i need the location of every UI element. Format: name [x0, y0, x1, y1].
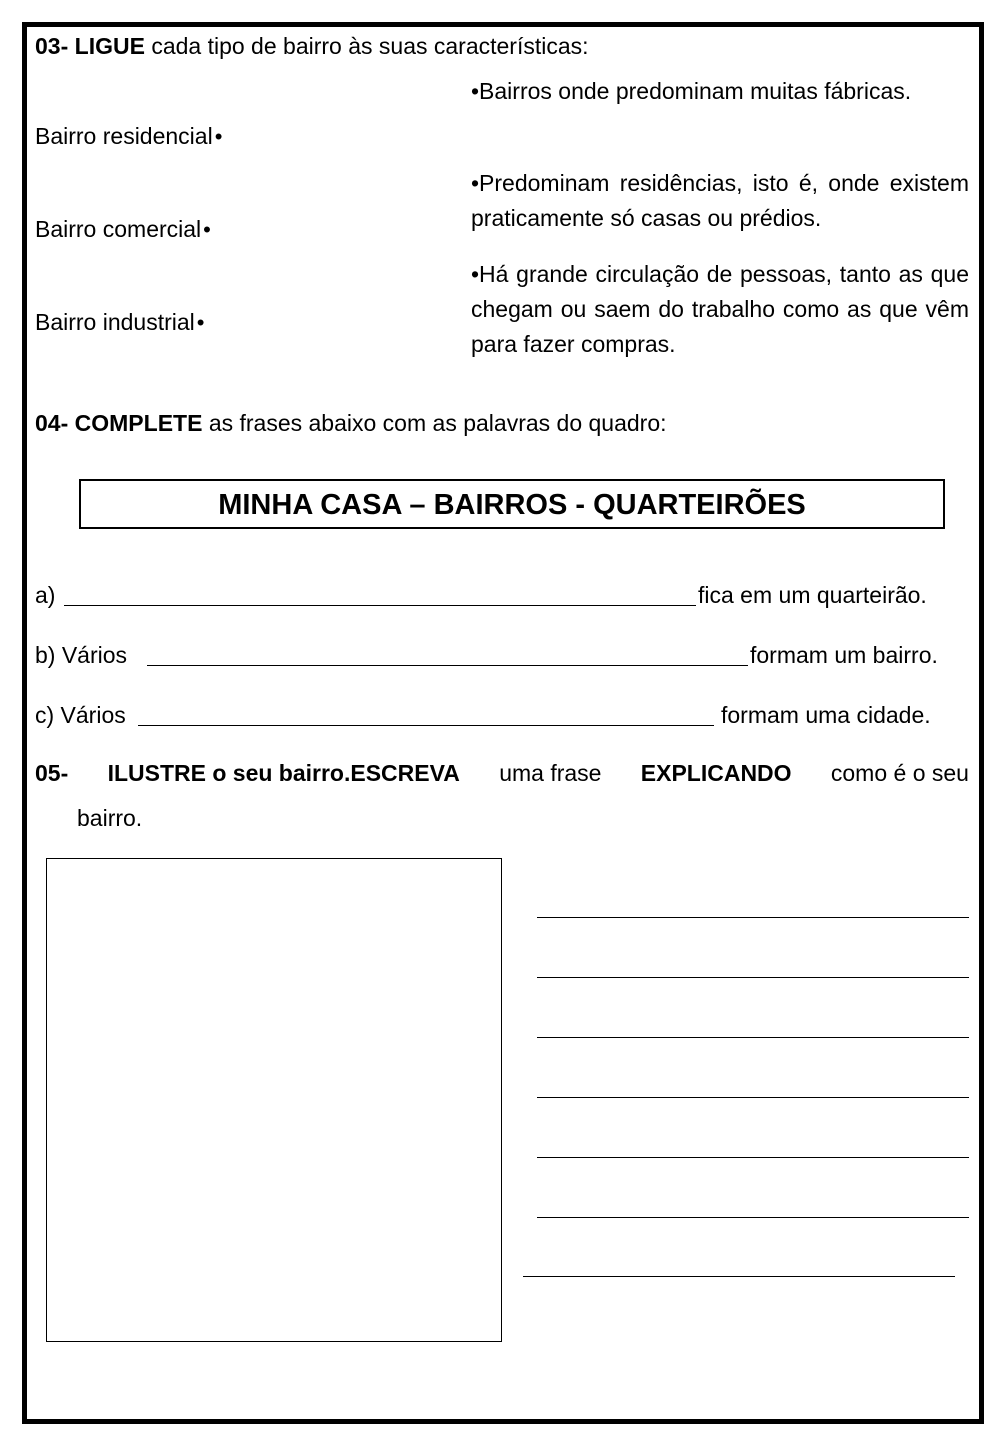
writing-line[interactable]	[537, 977, 969, 978]
q03-left-item[interactable]: Bairro industrial •	[35, 309, 205, 337]
q04-number: 04-	[35, 410, 69, 436]
q03-number: 03-	[35, 33, 69, 59]
q04-verb: COMPLETE	[74, 410, 203, 436]
writing-line[interactable]	[523, 1276, 955, 1277]
sentence-b-prefix: b) Vários	[35, 642, 128, 668]
q04-instruction: as frases abaixo com as palavras do quadro:	[208, 410, 667, 436]
q03-heading	[35, 33, 589, 61]
sentence-c-suffix: formam uma cidade.	[721, 702, 931, 728]
q03-right-item[interactable]: •Há grande circulação de pessoas, tanto as que chegam ou saem do trabalho como as que vêm para fazer compras.	[471, 261, 969, 357]
q05-verb-explain: EXPLICANDO	[640, 760, 792, 786]
q03-right-item[interactable]: •Predominam residências, isto é, onde existem praticamente só casas ou prédios.	[471, 170, 969, 231]
q03-left-item[interactable]: Bairro comercial •	[35, 216, 211, 244]
q04-heading	[35, 410, 667, 438]
sentence-a-blank[interactable]	[64, 605, 696, 606]
sentence-c-prefix: c) Vários	[35, 702, 126, 728]
q05-text-tail: como é o seu	[830, 760, 969, 786]
sentence-c-blank[interactable]	[138, 725, 714, 726]
q05-heading	[35, 760, 969, 788]
q05-number: 05-	[35, 760, 69, 786]
sentence-b-blank[interactable]	[147, 665, 748, 666]
q03-right-item[interactable]: •Bairros onde predominam muitas fábricas.	[471, 78, 912, 104]
writing-line[interactable]	[537, 1037, 969, 1038]
sentence-a-prefix: a)	[35, 582, 56, 608]
q05-text-mid: uma frase	[499, 760, 602, 786]
sentence-a-suffix: fica em um quarteirão.	[698, 582, 927, 608]
q05-line2: bairro.	[77, 805, 143, 831]
writing-line[interactable]	[537, 1217, 969, 1218]
writing-line[interactable]	[537, 917, 969, 918]
word-bank-box: MINHA CASA – BAIRROS - QUARTEIRÕES	[79, 479, 945, 529]
writing-line[interactable]	[537, 1157, 969, 1158]
q05-verb-illustrate: ILUSTRE o seu bairro.ESCREVA	[107, 760, 460, 786]
q03-verb: LIGUE	[74, 33, 145, 59]
drawing-box[interactable]	[46, 858, 502, 1342]
writing-line[interactable]	[537, 1097, 969, 1098]
sentence-b-suffix: formam um bairro.	[750, 642, 938, 668]
q03-instruction: cada tipo de bairro às suas características:	[151, 33, 589, 59]
q03-left-item[interactable]: Bairro residencial •	[35, 123, 222, 151]
